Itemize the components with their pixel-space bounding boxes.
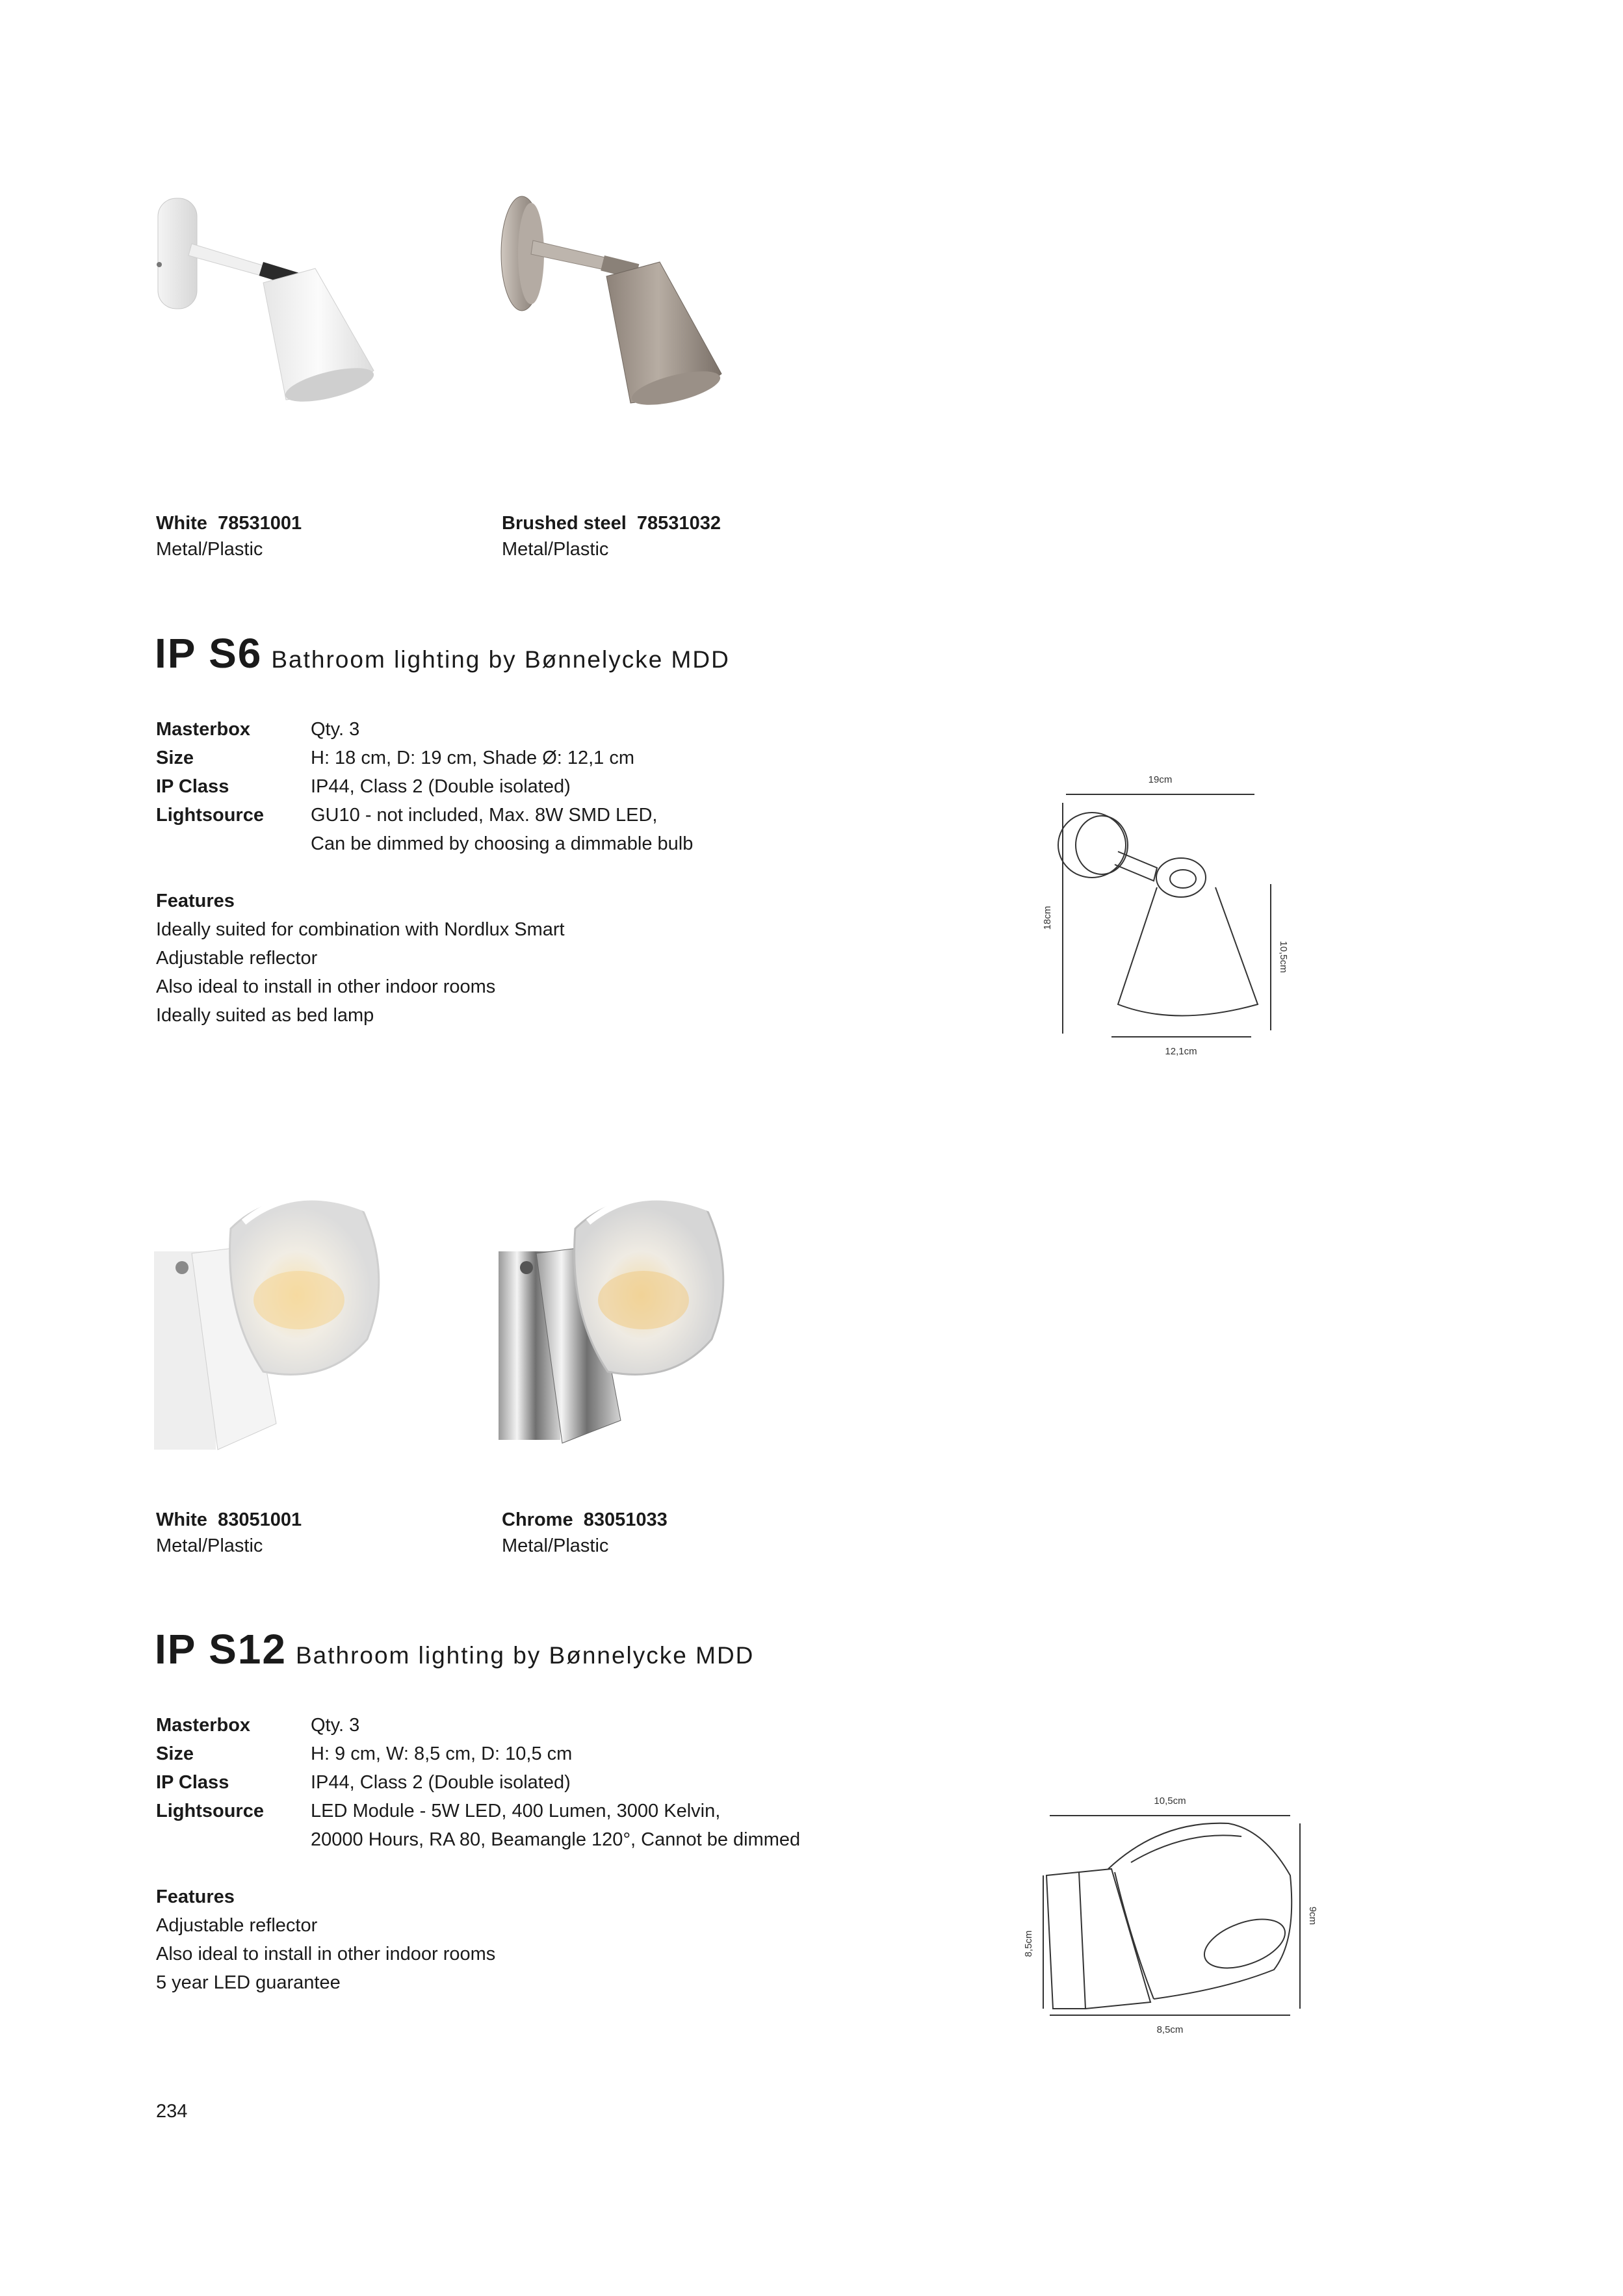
product-image-chrome — [497, 1170, 790, 1463]
page-number: 234 — [156, 2101, 188, 2122]
dimension-drawing — [1017, 1791, 1316, 2038]
spec-row: Size H: 18 cm, D: 19 cm, Shade Ø: 12,1 cm — [156, 748, 635, 768]
variant-code: 78531032 — [636, 513, 721, 534]
variant-label — [156, 1507, 481, 1559]
variant-material: Metal/Plastic — [502, 1535, 609, 1556]
variant-label — [156, 510, 481, 562]
dimension-label: 10,5cm — [1278, 941, 1289, 973]
dimension-label: 8,5cm — [1023, 1930, 1034, 1957]
dimension-label: 9cm — [1307, 1906, 1318, 1925]
product-image-brushed-steel — [497, 185, 790, 478]
feature-item: Adjustable reflector — [156, 948, 318, 969]
dimension-label: 10,5cm — [1154, 1795, 1186, 1807]
dimension-label: 19cm — [1148, 774, 1173, 785]
spec-row: Lightsource GU10 - not included, Max. 8W SMD LED, — [156, 805, 658, 826]
variant-name: Chrome — [502, 1509, 573, 1530]
variant-name: White — [156, 513, 207, 534]
feature-item: Ideally suited as bed lamp — [156, 1005, 374, 1026]
product-title — [155, 629, 730, 677]
spec-row: IP Class IP44, Class 2 (Double isolated) — [156, 1772, 571, 1793]
dimension-label: 8,5cm — [1156, 2024, 1184, 2035]
variant-code: 78531001 — [218, 513, 302, 534]
dimension-label: 12,1cm — [1165, 1046, 1197, 1057]
product-image-white — [153, 185, 445, 478]
feature-item: 5 year LED guarantee — [156, 1972, 341, 1993]
dimension-drawing — [1027, 767, 1300, 1066]
spec-row: Size H: 9 cm, W: 8,5 cm, D: 10,5 cm — [156, 1743, 573, 1764]
features-heading: Features — [156, 891, 235, 911]
product-subtitle: Bathroom lighting by Bønnelycke MDD — [295, 1642, 755, 1669]
product-title — [155, 1625, 754, 1673]
variant-label — [502, 1507, 827, 1559]
feature-item: Adjustable reflector — [156, 1915, 318, 1936]
variant-name: White — [156, 1509, 207, 1530]
features-list — [156, 1883, 495, 1997]
variant-code: 83051033 — [583, 1509, 668, 1530]
features-heading: Features — [156, 1886, 235, 1907]
feature-item: Also ideal to install in other indoor rooms — [156, 1944, 496, 1964]
variant-label — [502, 510, 827, 562]
product-name: IP S6 — [155, 630, 263, 677]
spec-table — [156, 715, 693, 858]
features-list — [156, 887, 565, 1030]
product-name: IP S12 — [155, 1626, 287, 1673]
spec-row: Lightsource LED Module - 5W LED, 400 Lumen, 3000 Kelvin, — [156, 1801, 721, 1821]
spec-row: IP Class IP44, Class 2 (Double isolated) — [156, 776, 571, 797]
feature-item: Also ideal to install in other indoor rooms — [156, 976, 496, 997]
variant-material: Metal/Plastic — [156, 1535, 263, 1556]
spec-table — [156, 1711, 800, 1854]
spec-row: Masterbox Qty. 3 — [156, 1715, 360, 1736]
variant-material: Metal/Plastic — [502, 539, 609, 560]
dimension-label: 18cm — [1042, 906, 1053, 930]
feature-item: Ideally suited for combination with Nordlux Smart — [156, 919, 565, 940]
product-subtitle: Bathroom lighting by Bønnelycke MDD — [271, 646, 730, 673]
product-image-white — [153, 1170, 445, 1463]
spec-row: 20000 Hours, RA 80, Beamangle 120°, Cannot be dimmed — [311, 1829, 801, 1850]
spec-row: Can be dimmed by choosing a dimmable bulb — [311, 833, 694, 854]
spec-row: Masterbox Qty. 3 — [156, 719, 360, 740]
variant-code: 83051001 — [218, 1509, 302, 1530]
variant-material: Metal/Plastic — [156, 539, 263, 560]
variant-name: Brushed steel — [502, 513, 627, 534]
